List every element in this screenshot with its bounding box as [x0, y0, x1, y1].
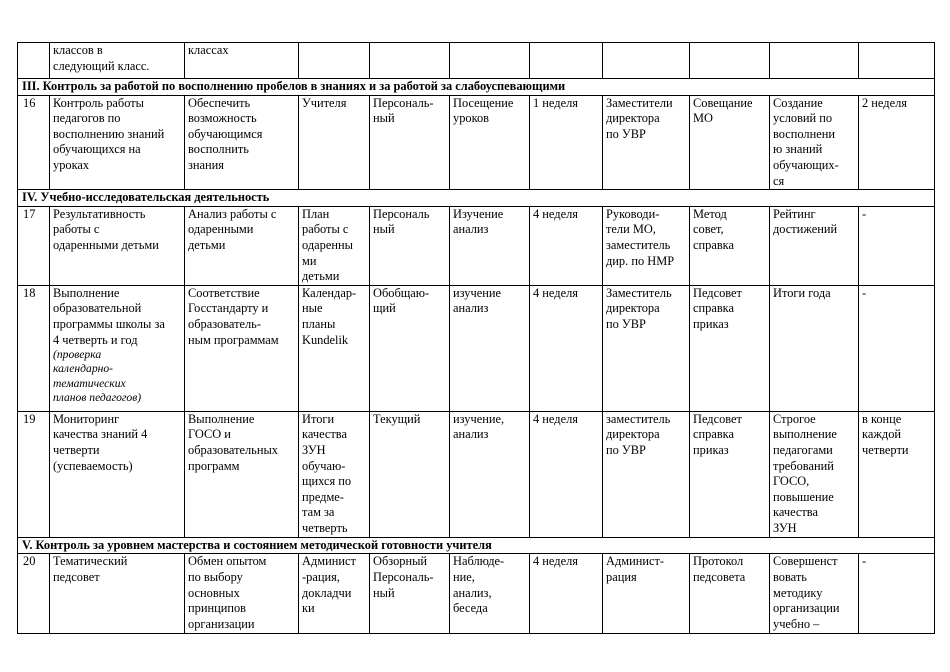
cell-type [370, 43, 450, 79]
table-row [18, 411, 935, 537]
section-header-row [18, 79, 935, 96]
cell-type: Текущий [370, 411, 450, 537]
cell-where: Педсовет справка приказ [690, 285, 770, 411]
cell-goal: Анализ работы с одаренными детьми [185, 206, 299, 285]
table-row [18, 554, 935, 634]
cell-method: изучение, анализ [450, 411, 530, 537]
cell-topic: Мониторинг качества знаний 4 четверти (успеваемость) [50, 411, 185, 537]
cell-resp: Заместители директора по УВР [603, 95, 690, 190]
cell-result [770, 43, 859, 79]
cell-goal: Соответствие Госстандарту и образователь- ным программам [185, 285, 299, 411]
cell-object: План работы с одаренны ми детьми [299, 206, 370, 285]
control-plan-table [17, 42, 935, 634]
cell-result: Создание условий по восполнени ю знаний обучающих- ся [770, 95, 859, 190]
cell-method: изучение анализ [450, 285, 530, 411]
cell-resp [603, 43, 690, 79]
cell-result: Рейтинг достижений [770, 206, 859, 285]
table-row [18, 206, 935, 285]
cell-goal: Обмен опытом по выбору основных принципов организации [185, 554, 299, 634]
cell-repeat [859, 43, 935, 79]
cell-term [530, 43, 603, 79]
cell-goal: Обеспечить возможность обучающимся восполнить знания [185, 95, 299, 190]
cell-result: Совершенст вовать методику организации учебно – [770, 554, 859, 634]
cell-num [18, 43, 50, 79]
cell-num: 19 [18, 411, 50, 537]
section-title: III. Контроль за работой по восполнению пробелов в знаниях и за работой за слабоуспевающими [18, 79, 935, 96]
cell-resp: Заместитель директора по УВР [603, 285, 690, 411]
cell-num: 20 [18, 554, 50, 634]
cell-where: Протокол педсовета [690, 554, 770, 634]
section-header-row [18, 190, 935, 207]
section-header-row [18, 537, 935, 554]
cell-resp: Админист- рация [603, 554, 690, 634]
cell-object: Календар- ные планы Kundelik [299, 285, 370, 411]
cell-goal: Выполнение ГОСО и образовательных программ [185, 411, 299, 537]
cell-object: Админист -рация, докладчи ки [299, 554, 370, 634]
cell-goal: классах [185, 43, 299, 79]
cell-type: Обобщаю- щий [370, 285, 450, 411]
cell-repeat: - [859, 206, 935, 285]
cell-term: 4 неделя [530, 411, 603, 537]
cell-where: Совещание МО [690, 95, 770, 190]
cell-repeat: - [859, 285, 935, 411]
cell-topic: Результативность работы с одаренными детьми [50, 206, 185, 285]
cell-term: 4 неделя [530, 554, 603, 634]
cell-topic [50, 285, 185, 411]
cell-type: Персональ ный [370, 206, 450, 285]
cell-resp: Руководи- тели МО, заместитель дир. по НМР [603, 206, 690, 285]
cell-where: Педсовет справка приказ [690, 411, 770, 537]
cell-method: Посещение уроков [450, 95, 530, 190]
cell-topic: классов в следующий класс. [50, 43, 185, 79]
cell-where [690, 43, 770, 79]
cell-result: Итоги года [770, 285, 859, 411]
cell-repeat: - [859, 554, 935, 634]
cell-object [299, 43, 370, 79]
cell-object: Итоги качества ЗУН обучаю- щихся по предме- там за четверть [299, 411, 370, 537]
cell-type: Обзорный Персональ- ный [370, 554, 450, 634]
cell-result: Строгое выполнение педагогами требований ГОСО, повышение качества ЗУН [770, 411, 859, 537]
cell-topic-text: Выполнение образовательной программы школы за 4 четверть и год [53, 285, 165, 347]
table-row [18, 285, 935, 411]
cell-topic-note: (проверка календарно- тематических планов педагогов) [53, 348, 142, 404]
section-title: IV. Учебно-исследовательская деятельность [18, 190, 935, 207]
cell-repeat: 2 неделя [859, 95, 935, 190]
cell-method: Изучение анализ [450, 206, 530, 285]
cell-method [450, 43, 530, 79]
section-title: V. Контроль за уровнем мастерства и состоянием методической готовности учителя [18, 537, 935, 554]
cell-term: 4 неделя [530, 206, 603, 285]
table-row [18, 43, 935, 79]
cell-term: 1 неделя [530, 95, 603, 190]
cell-num: 16 [18, 95, 50, 190]
cell-num: 17 [18, 206, 50, 285]
cell-object: Учителя [299, 95, 370, 190]
cell-repeat: в конце каждой четверти [859, 411, 935, 537]
table-row [18, 95, 935, 190]
cell-topic: Тематический педсовет [50, 554, 185, 634]
cell-where: Метод совет, справка [690, 206, 770, 285]
cell-num: 18 [18, 285, 50, 411]
cell-method: Наблюде- ние, анализ, беседа [450, 554, 530, 634]
cell-type: Персональ- ный [370, 95, 450, 190]
cell-resp: заместитель директора по УВР [603, 411, 690, 537]
cell-topic: Контроль работы педагогов по восполнению знаний обучающихся на уроках [50, 95, 185, 190]
cell-term: 4 неделя [530, 285, 603, 411]
